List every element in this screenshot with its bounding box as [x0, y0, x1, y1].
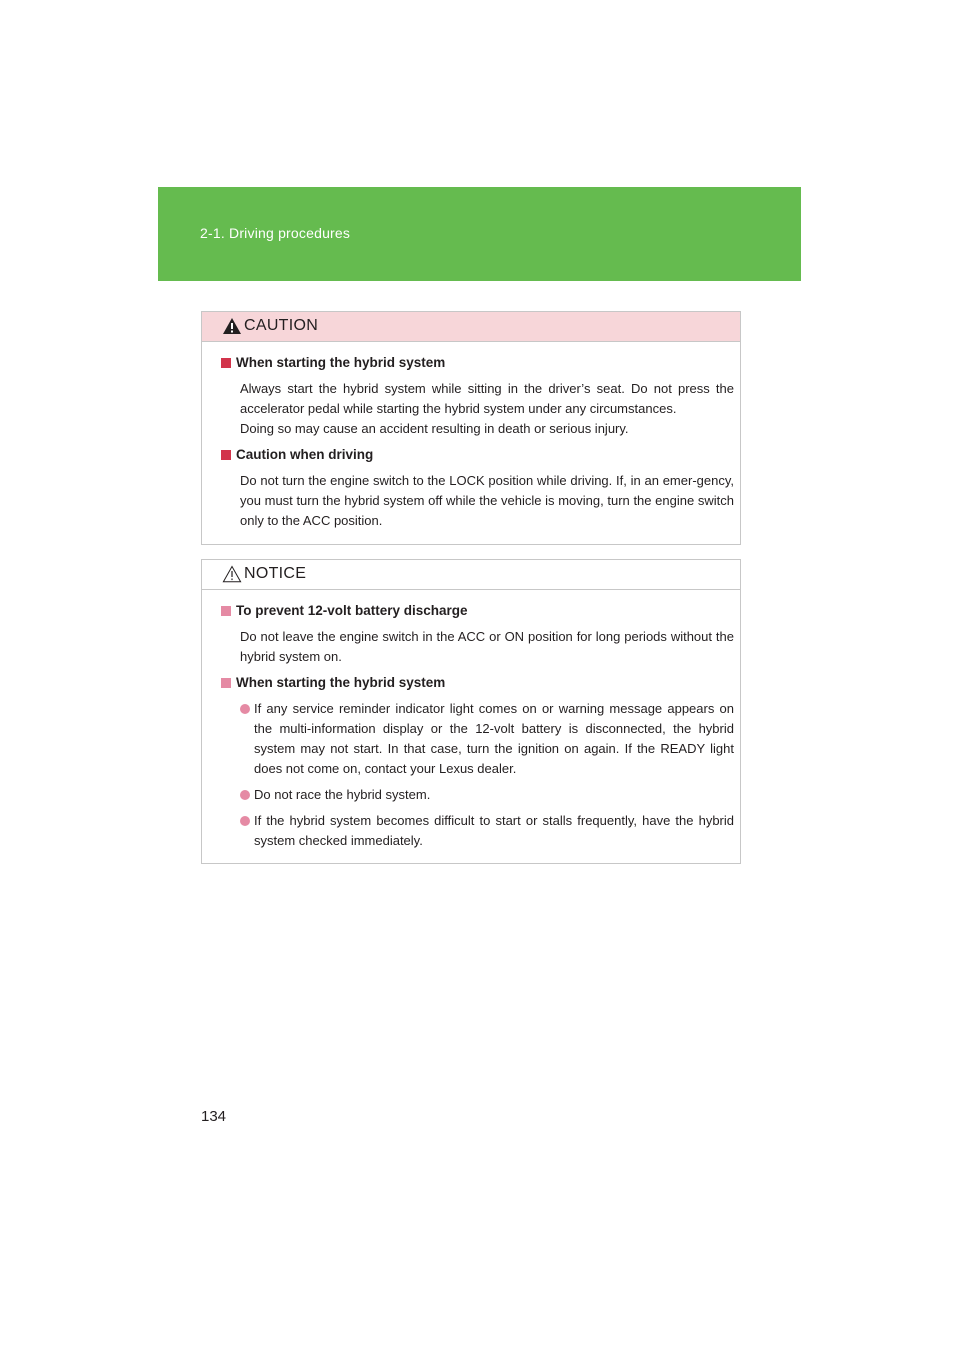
notice-bullet-item: If any service reminder indicator light comes on or warning message appears on the multi-information display or the 12-volt battery is disconnected, the hybrid system may not start. In that case, turn the ignition on again. If the READY light does not come on, contact your Lexus dealer. — [221, 699, 734, 779]
caution-label: CAUTION — [244, 317, 319, 334]
circle-bullet-icon — [240, 704, 250, 714]
section-header-bar — [158, 187, 801, 281]
square-bullet-icon — [221, 358, 231, 368]
circle-bullet-icon — [240, 790, 250, 800]
notice-paragraph: Do not leave the engine switch in the ACC or ON position for long periods without the hybrid system on. — [240, 629, 734, 664]
caution-header — [202, 312, 740, 342]
caution-section-title: Caution when driving — [221, 445, 734, 465]
notice-section-title: When starting the hybrid system — [221, 673, 734, 693]
square-bullet-icon — [221, 678, 231, 688]
caution-paragraph: Always start the hybrid system while sitting in the driver’s seat. Do not press the accelerator pedal while starting the hybrid system under any circumstances. — [240, 381, 734, 416]
notice-header — [202, 560, 740, 590]
notice-box — [201, 559, 741, 864]
warning-triangle-outline-icon — [222, 565, 242, 583]
notice-body — [202, 590, 740, 851]
circle-bullet-icon — [240, 816, 250, 826]
notice-bullet-item: If the hybrid system becomes difficult to start or stalls frequently, have the hybrid system checked immediately. — [221, 811, 734, 851]
caution-paragraph: Do not turn the engine switch to the LOCK position while driving. If, in an emer-gency, you must turn the hybrid system off while the vehicle is moving, turn the engine switch only to the ACC position. — [240, 473, 734, 528]
caution-section-title: When starting the hybrid system — [221, 353, 734, 373]
square-bullet-icon — [221, 606, 231, 616]
notice-section-title: To prevent 12-volt battery discharge — [221, 601, 734, 621]
notice-label: NOTICE — [244, 565, 307, 582]
caution-box — [201, 311, 741, 545]
caution-body — [202, 342, 740, 531]
section-title: 2-1. Driving procedures — [200, 225, 351, 241]
warning-triangle-icon — [222, 317, 242, 335]
caution-paragraph: Doing so may cause an accident resulting in death or serious injury. — [240, 421, 629, 436]
square-bullet-icon — [221, 450, 231, 460]
page-number: 134 — [201, 1108, 227, 1125]
notice-bullet-item: Do not race the hybrid system. — [221, 785, 734, 805]
